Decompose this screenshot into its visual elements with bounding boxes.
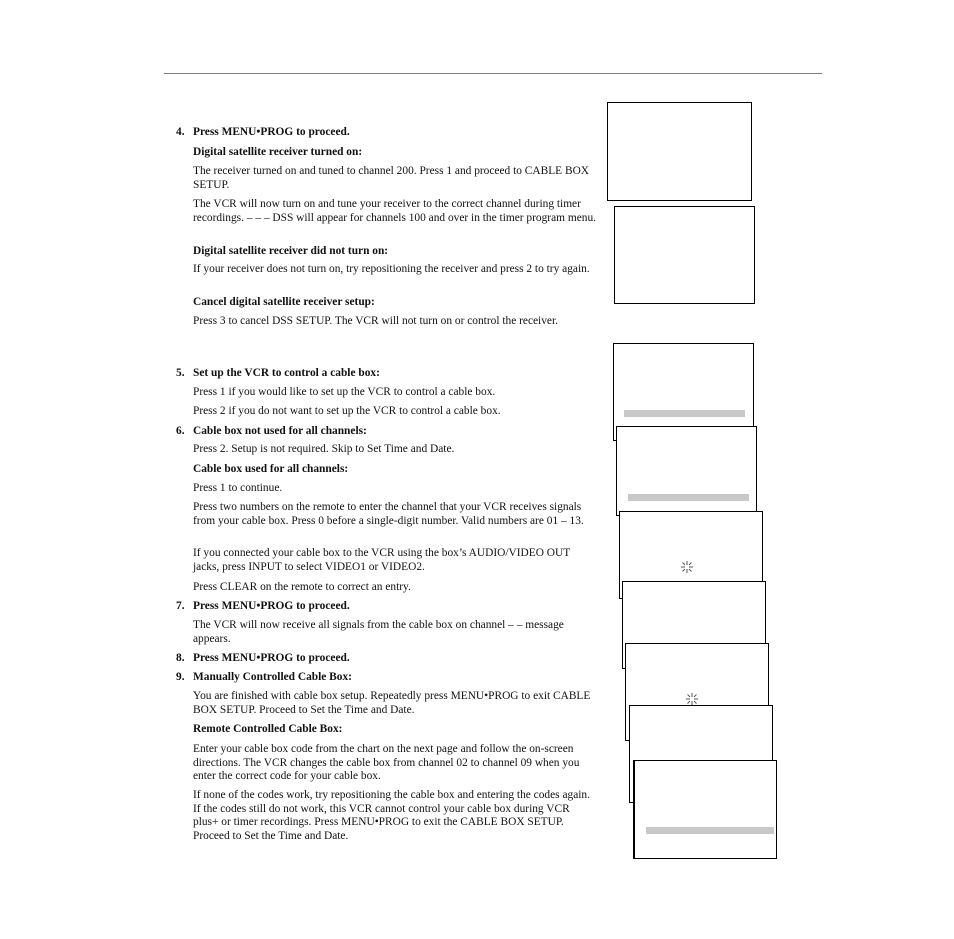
paragraph: Press 1 to continue. bbox=[193, 482, 283, 494]
paragraph: Enter your cable box code from the chart on the next page and follow the on-screen directions. The VCR changes the cable box from channel 02 to channel 09 when you enter the correct code for your cable box. bbox=[193, 743, 580, 783]
paragraph: If none of the codes work, try repositioning the cable box and entering the codes again. If the codes still do not work, this VCR cannot control your cable box during VCR plus+ or timer recordings. Press MENU•PROG to exit the CABLE BOX SETUP. Proceed to Set the Time and Date. bbox=[193, 789, 590, 842]
screen-panel-1 bbox=[607, 102, 752, 201]
subheading: Digital satellite receiver did not turn on: bbox=[193, 245, 389, 257]
step-title: Set up the VCR to control a cable box: bbox=[193, 367, 380, 379]
paragraph: Press 2 if you do not want to set up the VCR to control a cable box. bbox=[193, 405, 501, 417]
subheading: Cable box used for all channels: bbox=[193, 463, 349, 475]
step-number: 8. bbox=[176, 652, 185, 664]
step-title: Manually Controlled Cable Box: bbox=[193, 671, 352, 683]
step-number: 5. bbox=[176, 367, 185, 379]
step-number: 9. bbox=[176, 671, 185, 683]
paragraph: If your receiver does not turn on, try repositioning the receiver and press 2 to try again. bbox=[193, 263, 590, 275]
step-title: Press MENU•PROG to proceed. bbox=[193, 652, 350, 664]
highlight-bar bbox=[628, 494, 749, 501]
paragraph: The VCR will now receive all signals from the cable box on channel – – message appears. bbox=[193, 619, 564, 645]
step-title: Press MENU•PROG to proceed. bbox=[193, 600, 350, 612]
step-title: Press MENU•PROG to proceed. bbox=[193, 126, 350, 138]
screen-panel-4 bbox=[616, 426, 757, 516]
paragraph: Press 1 if you would like to set up the VCR to control a cable box. bbox=[193, 386, 496, 398]
paragraph: You are finished with cable box setup. Repeatedly press MENU•PROG to exit CABLE BOX SETUP. Proceed to Set the Time and Date. bbox=[193, 690, 591, 716]
paragraph: Press two numbers on the remote to enter the channel that your VCR receives signals from your cable box. Press 0 before a single-digit number. Valid numbers are 01 – 13. bbox=[193, 501, 584, 527]
subheading: Digital satellite receiver turned on: bbox=[193, 146, 363, 158]
paragraph: If you connected your cable box to the VCR using the box’s AUDIO/VIDEO OUT jacks, press INPUT to select VIDEO1 or VIDEO2. bbox=[193, 547, 570, 573]
screen-panel-2 bbox=[614, 206, 755, 304]
paragraph: The VCR will now turn on and tune your receiver to the correct channel during timer recordings. – – – DSS will appear for channels 100 and over in the timer program menu. bbox=[193, 198, 596, 224]
cursor-blink-icon bbox=[685, 692, 699, 706]
step-number: 4. bbox=[176, 126, 185, 138]
highlight-bar bbox=[646, 827, 774, 834]
step-number: 6. bbox=[176, 425, 185, 437]
paragraph: Press CLEAR on the remote to correct an entry. bbox=[193, 581, 411, 593]
subheading: Cancel digital satellite receiver setup: bbox=[193, 296, 375, 308]
screen-panel-9 bbox=[633, 760, 777, 859]
paragraph: The receiver turned on and tuned to channel 200. Press 1 and proceed to CABLE BOX SETUP. bbox=[193, 165, 590, 191]
step-title: Cable box not used for all channels: bbox=[193, 425, 367, 437]
cursor-blink-icon bbox=[680, 560, 694, 574]
subheading: Remote Controlled Cable Box: bbox=[193, 723, 343, 735]
header-rule bbox=[164, 73, 822, 74]
highlight-bar bbox=[624, 410, 745, 417]
paragraph: Press 3 to cancel DSS SETUP. The VCR will not turn on or control the receiver. bbox=[193, 315, 558, 327]
paragraph: Press 2. Setup is not required. Skip to Set Time and Date. bbox=[193, 443, 455, 455]
step-number: 7. bbox=[176, 600, 185, 612]
